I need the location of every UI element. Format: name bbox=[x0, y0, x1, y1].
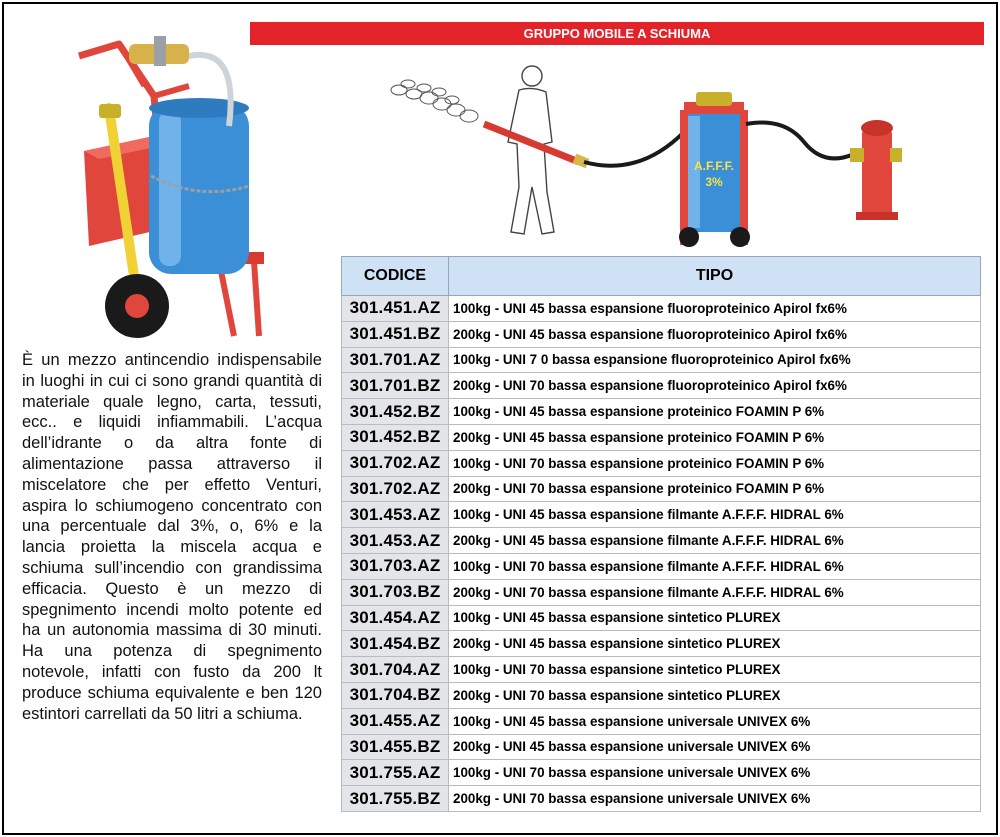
table-row bbox=[342, 424, 981, 450]
product-code: 301.755.BZ bbox=[342, 786, 449, 812]
product-code: 301.755.AZ bbox=[342, 760, 449, 786]
table-row bbox=[342, 502, 981, 528]
product-type: 100kg - UNI 70 bassa espansione filmante A.F.F.F. HIDRAL 6% bbox=[449, 553, 981, 579]
product-type: 100kg - UNI 45 bassa espansione proteinico FOAMIN P 6% bbox=[449, 399, 981, 425]
table-row bbox=[342, 579, 981, 605]
product-code: 301.454.BZ bbox=[342, 631, 449, 657]
table-row bbox=[342, 708, 981, 734]
product-code: 301.452.BZ bbox=[342, 424, 449, 450]
product-type: 200kg - UNI 70 bassa espansione proteinico FOAMIN P 6% bbox=[449, 476, 981, 502]
table-row bbox=[342, 734, 981, 760]
table-row bbox=[342, 786, 981, 812]
product-type: 100kg - UNI 70 bassa espansione sintetico PLUREX bbox=[449, 657, 981, 683]
table-row bbox=[342, 682, 981, 708]
table-row bbox=[342, 321, 981, 347]
product-type: 100kg - UNI 45 bassa espansione universale UNIVEX 6% bbox=[449, 708, 981, 734]
product-codes-table bbox=[341, 256, 981, 812]
table-row bbox=[342, 450, 981, 476]
table-row bbox=[342, 373, 981, 399]
product-description: È un mezzo antincendio indispensabile in luoghi in cui ci sono grandi quantità di materiale quale legno, carta, tessuti, ecc.. e liquidi infiammabili. L’acqua dell’idrante o da altra fonte di alimentazione passa attraverso il miscelatore che per effetto Venturi, aspira lo schiumogeno concentrato con una percentuale dal 3%, o, 6% e la lancia proietta la miscela acqua e schiuma sull’incendio con grandissima efficacia. Questo è un mezzo di spegnimento incendi molto potente ed ha un autonomia massima di 30 minuti. Ha una potenza di spegnimento notevole, infatti con fusto da 200 lt produce schiuma equivalente e ben 120 estintori carrellati da 50 litri a schiuma. bbox=[22, 351, 322, 723]
column-header-codice: CODICE bbox=[342, 257, 449, 296]
product-type: 100kg - UNI 45 bassa espansione filmante A.F.F.F. HIDRAL 6% bbox=[449, 502, 981, 528]
product-code: 301.454.AZ bbox=[342, 605, 449, 631]
product-code: 301.455.BZ bbox=[342, 734, 449, 760]
product-code: 301.453.AZ bbox=[342, 528, 449, 554]
table-row bbox=[342, 760, 981, 786]
table-row bbox=[342, 476, 981, 502]
product-type: 100kg - UNI 7 0 bassa espansione fluoroproteinico Apirol fx6% bbox=[449, 347, 981, 373]
product-type: 200kg - UNI 45 bassa espansione proteinico FOAMIN P 6% bbox=[449, 424, 981, 450]
product-code: 301.451.AZ bbox=[342, 296, 449, 322]
product-type: 200kg - UNI 45 bassa espansione sintetico PLUREX bbox=[449, 631, 981, 657]
table-row bbox=[342, 347, 981, 373]
table-row bbox=[342, 399, 981, 425]
page-frame bbox=[2, 2, 998, 835]
product-type: 200kg - UNI 70 bassa espansione filmante A.F.F.F. HIDRAL 6% bbox=[449, 579, 981, 605]
product-code: 301.702.AZ bbox=[342, 476, 449, 502]
fire-hydrant-icon bbox=[850, 120, 902, 220]
table-header-row bbox=[342, 257, 981, 296]
tank-label-1: A.F.F.F. bbox=[693, 159, 735, 173]
foam-trolley-illustration bbox=[59, 26, 274, 346]
product-type: 200kg - UNI 45 bassa espansione filmante A.F.F.F. HIDRAL 6% bbox=[449, 528, 981, 554]
page-title: GRUPPO MOBILE A SCHIUMA bbox=[250, 22, 984, 45]
table-row bbox=[342, 553, 981, 579]
product-code: 301.702.AZ bbox=[342, 450, 449, 476]
product-type: 100kg - UNI 70 bassa espansione universale UNIVEX 6% bbox=[449, 760, 981, 786]
product-code: 301.455.AZ bbox=[342, 708, 449, 734]
table-row bbox=[342, 657, 981, 683]
product-type: 200kg - UNI 45 bassa espansione fluoroproteinico Apirol fx6% bbox=[449, 321, 981, 347]
product-code: 301.701.AZ bbox=[342, 347, 449, 373]
product-code: 301.451.BZ bbox=[342, 321, 449, 347]
product-code: 301.701.BZ bbox=[342, 373, 449, 399]
product-code: 301.453.AZ bbox=[342, 502, 449, 528]
foam-system-diagram bbox=[384, 62, 924, 252]
product-code: 301.704.BZ bbox=[342, 682, 449, 708]
table-row bbox=[342, 605, 981, 631]
product-code: 301.452.BZ bbox=[342, 399, 449, 425]
table-row bbox=[342, 631, 981, 657]
column-header-tipo: TIPO bbox=[449, 257, 981, 296]
product-type: 200kg - UNI 70 bassa espansione sintetico PLUREX bbox=[449, 682, 981, 708]
product-type: 200kg - UNI 70 bassa espansione fluoroproteinico Apirol fx6% bbox=[449, 373, 981, 399]
product-type: 100kg - UNI 70 bassa espansione proteinico FOAMIN P 6% bbox=[449, 450, 981, 476]
product-code: 301.704.AZ bbox=[342, 657, 449, 683]
product-type: 200kg - UNI 70 bassa espansione universale UNIVEX 6% bbox=[449, 786, 981, 812]
table-row bbox=[342, 528, 981, 554]
product-type: 200kg - UNI 45 bassa espansione universale UNIVEX 6% bbox=[449, 734, 981, 760]
product-code: 301.703.AZ bbox=[342, 553, 449, 579]
product-type: 100kg - UNI 45 bassa espansione sintetico PLUREX bbox=[449, 605, 981, 631]
table-row bbox=[342, 296, 981, 322]
product-type: 100kg - UNI 45 bassa espansione fluoroproteinico Apirol fx6% bbox=[449, 296, 981, 322]
product-code: 301.703.BZ bbox=[342, 579, 449, 605]
tank-label-2: 3% bbox=[705, 175, 723, 189]
